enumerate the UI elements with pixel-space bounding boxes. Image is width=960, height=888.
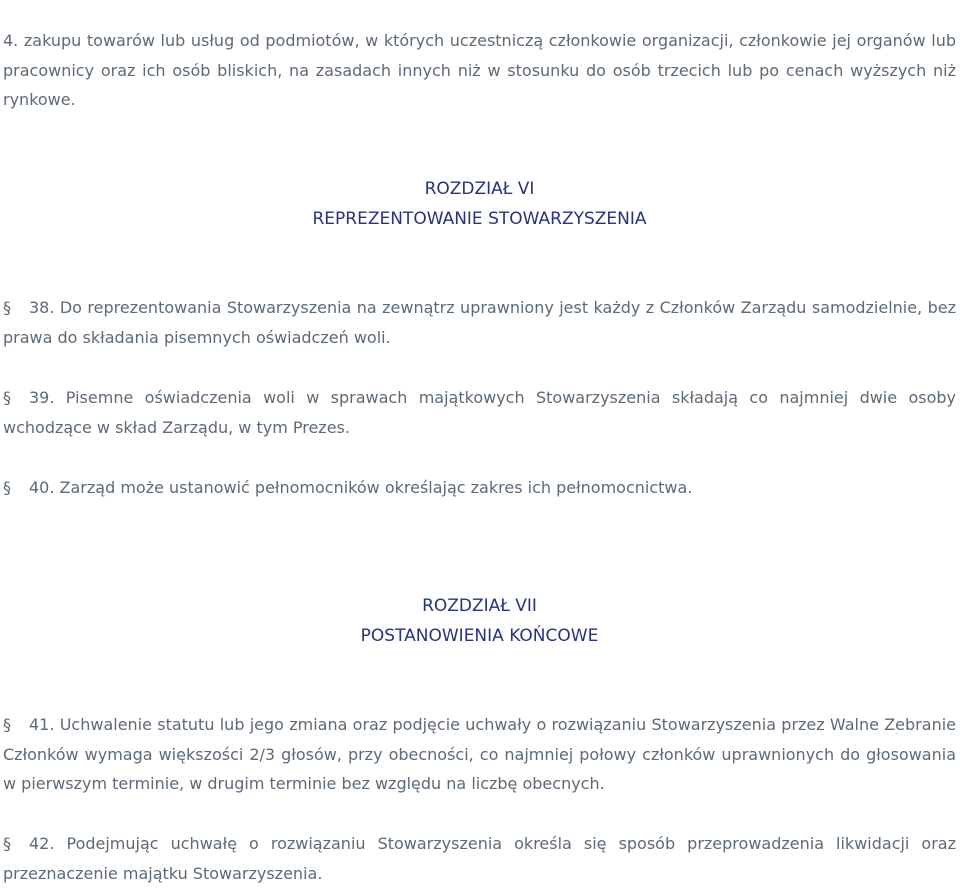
paragraph-42-text: 42. Podejmując uchwałę o rozwiązaniu Stowarzyszenia określa się sposób przeprowadzenia likwidacji oraz przeznaczenie majątku Stowarzyszenia.	[3, 834, 956, 883]
section-symbol: §	[3, 834, 11, 853]
paragraph-item-4: 4. zakupu towarów lub usług od podmiotów, w których uczestniczą członkowie organizacji, członkowie jej organów lub pracownicy oraz ich osób bliskich, na zasadach innych niż w stosunku do osób trzecich lub po cenach wyższych niż rynkowe.	[3, 31, 956, 109]
paragraph-38-text: 38. Do reprezentowania Stowarzyszenia na zewnątrz uprawniony jest każdy z Członków Zarządu samodzielnie, bez prawa do składania pisemnych oświadczeń woli.	[3, 298, 956, 347]
paragraph-40-text: 40. Zarząd może ustanowić pełnomocników określając zakres ich pełnomocnictwa.	[29, 478, 693, 497]
paragraph-39-text: 39. Pisemne oświadczenia woli w sprawach majątkowych Stowarzyszenia składają co najmniej dwie osoby wchodzące w skład Zarządu, w tym Prezes.	[3, 388, 956, 437]
paragraph-41	[3, 710, 956, 799]
section-symbol: §	[3, 478, 11, 497]
paragraph-38	[3, 293, 956, 352]
section-symbol: §	[3, 715, 11, 734]
chapter-7-subtitle: POSTANOWIENIA KOŃCOWE	[360, 626, 599, 646]
paragraph-42	[3, 829, 956, 888]
paragraph-40	[3, 473, 956, 503]
paragraph-41-text: 41. Uchwalenie statutu lub jego zmiana oraz podjęcie uchwały o rozwiązaniu Stowarzyszenia przez Walne Zebranie Członków wymaga większości 2/3 głosów, przy obecności, co najmniej połowy członków uprawnionych do głosowania w pierwszym terminie, w drugim terminie bez względu na liczbę obecnych.	[3, 715, 956, 793]
chapter-6-title: ROZDZIAŁ VI	[424, 179, 535, 199]
chapter-6-heading	[3, 174, 956, 234]
paragraph-39	[3, 383, 956, 442]
chapter-7-title: ROZDZIAŁ VII	[422, 596, 537, 616]
section-symbol: §	[3, 388, 11, 407]
chapter-7-heading	[3, 591, 956, 651]
chapter-6-subtitle: REPREZENTOWANIE STOWARZYSZENIA	[312, 209, 647, 229]
section-symbol: §	[3, 298, 11, 317]
